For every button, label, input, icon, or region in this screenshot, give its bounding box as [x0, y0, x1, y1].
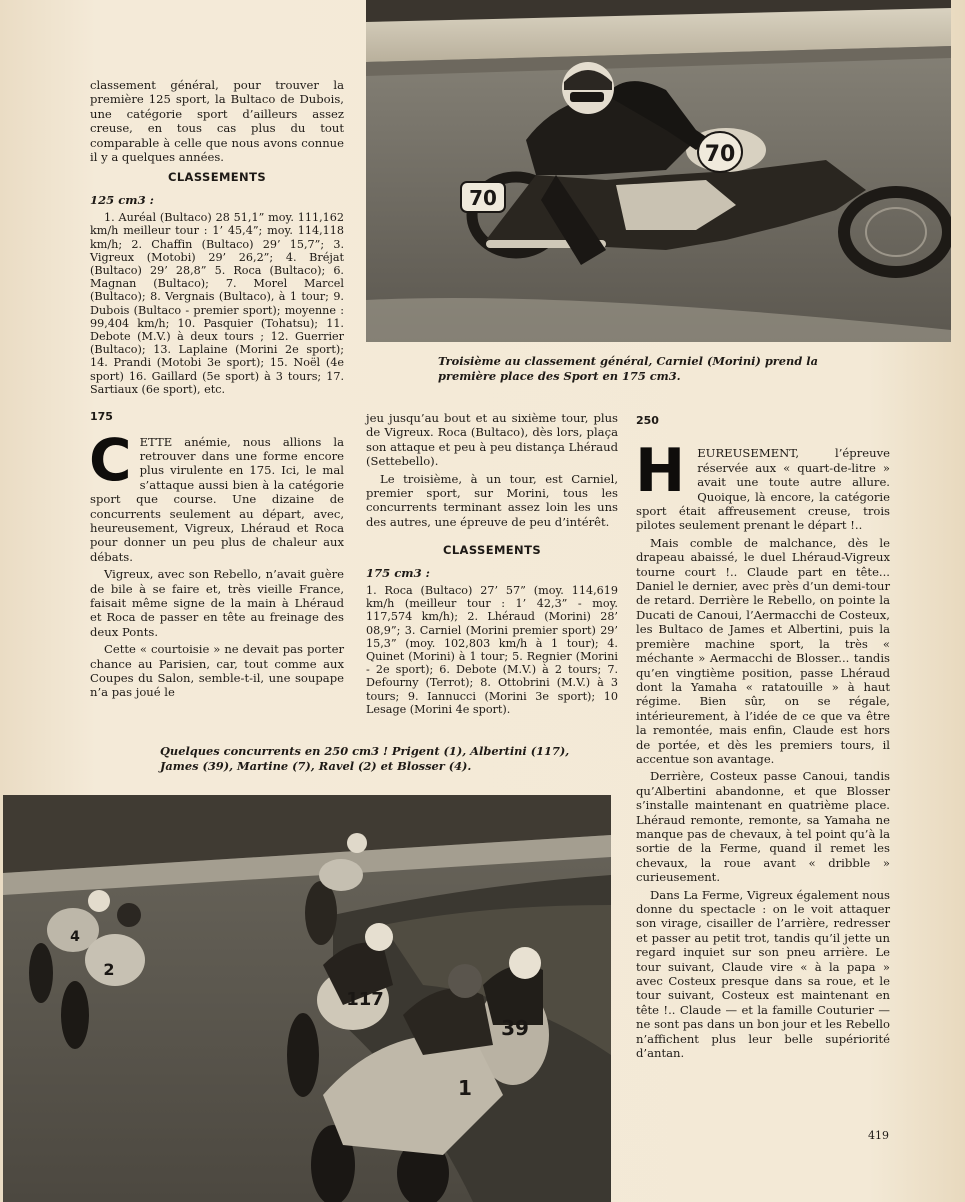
dropcap-c: C [89, 425, 132, 494]
para-continued: jeu jusqu’au bout et au sixième tour, plus de Vigreux. Roca (Bultaco), dès lors, plaça son attaque et peu à peu distança Lhéraud (Settebello). [366, 411, 618, 469]
para-175-third: Cette « courtoisie » ne devait pas porter chance au Parisien, car, tout comme aux Coupes du Salon, semble-t-il, une soupape n’a pas joué le [90, 642, 344, 700]
classements-heading-175: CLASSEMENTS [442, 543, 542, 558]
top-bike-number-front: 70 [704, 142, 736, 167]
page-number: 419 [868, 1129, 889, 1142]
right-column [636, 414, 890, 1063]
bike-number-117: 117 [346, 989, 384, 1010]
class-125-results: 1. Auréal (Bultaco) 28 51,1” moy. 111,162 km/h meilleur tour : 1’ 45,4”; moy. 114,118 km/h; 2. Chaffin (Bultaco) 29’ 15,7”; 3. Vigreux (Motobi) 29’ 26,2”; 4. Bréjat (Bultaco) 29’ 28,8” 5. Roca (Bultaco); 6. Magnan (Bultaco); 7. Morel Marcel (Bultaco); 8. Vergnais (Bultaco), à 1 tour; 9. Dubois (Bultaco - premier sport); moyenne : 99,404 km/h; 10. Pasquier (Tohatsu); 11. Debote (M.V.) à deux tours ; 12. Guerrier (Bultaco); 13. Laplaine (Morini 2e sport); 14. Prandi (Motobi 3e sport); 15. Noël (4e sport) 16. Gaillard (5e sport) à 3 tours; 17. Sartiaux (6e sport), etc. [90, 211, 344, 396]
top-bike-number-side: 70 [469, 186, 497, 210]
para-250-third: Derrière, Costeux passe Canoui, tandis qu’Albertini abandonne, et que Blosser s’installe maintenant en quatrième place. Lhéraud remonte, remonte, sa Yamaha ne manque pas de chevaux, à tel point qu’à la sortie de la Ferme, quand il remet les chevaux, la roue avant « dribble » curieusement. [636, 769, 890, 885]
top-photo-carniel-morini [366, 0, 951, 342]
dropcap-h: H [635, 436, 686, 507]
para-175-second: Vigreux, avec son Rebello, n’avait guère de bile à se faire et, très vieille France, faisait même signe de la main à Lhéraud et Roca de passer en tête au freinage des deux Ponts. [90, 567, 344, 639]
para-third-carniel: Le troisième, à un tour, est Carniel, premier sport, sur Morini, tous les concurrents terminant assez loin les uns des autres, une épreuve de peu d’intérêt. [366, 471, 618, 529]
motorcycle-photo-bottom [3, 795, 611, 1202]
left-column [90, 78, 344, 703]
para-250-first: EUREUSEMENT, l’épreuve réservée aux « quart-de-litre » avait une toute autre allure. Quoique, là encore, la catégorie sport était affreusement creuse, trois pilotes seulement prenant le départ !.. [636, 446, 890, 533]
class-125-label: 125 cm3 : [90, 192, 154, 207]
middle-column [366, 411, 618, 719]
motorcycle-photo-top [366, 0, 951, 342]
section-250-label: 250 [636, 414, 659, 427]
top-photo-caption: Troisième au classement général, Carniel (Morini) prend la première place des Sport en 175 cm3. [438, 354, 818, 383]
class-175-results: 1. Roca (Bultaco) 27’ 57” (moy. 114,619 km/h (meilleur tour : 1’ 42,3” - moy. 117,574 km/h); 2. Lhéraud (Morini) 28’ 08,9”; 3. Carniel (Morini premier sport) 29’ 15,3” (moy. 102,803 km/h à 1 tour); 4. Quinet (Morini) à 1 tour; 5. Regnier (Morini - 2e sport); 6. Debote (M.V.) à 2 tours; 7. Defourny (Terrot); 8. Ottobrini (M.V.) à 3 tours; 9. Iannucci (Morini 3e sport); 10 Lesage (Morini 4e sport). [366, 584, 618, 716]
bike-number-1: 1 [458, 1076, 472, 1100]
bike-number-39: 39 [501, 1016, 529, 1040]
para-250-fourth: Dans La Ferme, Vigreux également nous donne du spectacle : on le voit attaquer son virage, cisailler de l’arrière, redresser et passer au petit trot, tandis qu’il jette un regard inquiet sur son pneu arrière. Le tour suivant, Claude vire « à la papa » avec Costeux presque dans sa roue, et le tour suivant, Costeux est maintenant en tête !.. Claude — et la famille Couturier — ne sont pas dans un bon jour et les Rebello n’affichent plus leur belle supériorité d’antan. [636, 887, 890, 1061]
para-175-first: ETTE anémie, nous allions la retrouver dans une forme encore plus virulente en 175. Ici, le mal s’attaque aussi bien à la catégorie sport que course. Une dizaine de concurrents seulement au départ, avec, heureusement, Vigreux, Lhéraud et Roca pour donner un peu plus de chaleur aux débats. [90, 434, 344, 564]
intro-paragraph: classement général, pour trouver la première 125 sport, la Bultaco de Dubois, une catégorie sport d’ailleurs assez creuse, en tous cas plus du tout comparable à celle que nous avons connue il y a quelques années. [90, 78, 344, 165]
bike-number-2: 2 [103, 960, 115, 979]
para-250-second: Mais comble de malchance, dès le drapeau abaissé, le duel Lhéraud-Vigreux tourne court !.. Claude part en tête... Daniel le dernier, avec près d’un demi-tour de retard. Derrière le Rebello, on pointe la Ducati de Canoui, l’Aermacchi de Costeux, les Bultaco de James et Albertini, puis la première machine sport, la très « méchante » Aermacchi de Blosser... tandis qu’en vingtième position, passe Lhéraud dont la Yamaha « ratatouille » à haut régime. Bien sûr, on se régale, intérieurement, à l’idée de ce que va être la remontée, mais enfin, Claude est hors de portée, et dès les premiers tours, il accentue son avantage. [636, 535, 890, 766]
bottom-photo-caption: Quelques concurrents en 250 cm3 ! Prigent (1), Albertini (117), James (39), Martine (7), Ravel (2) et Blosser (4). [160, 744, 570, 773]
bottom-photo-250-riders [3, 795, 611, 1202]
section-175-label: 175 [90, 410, 113, 424]
bike-number-4: 4 [70, 929, 80, 945]
classements-heading-125: CLASSEMENTS [167, 170, 267, 185]
class-175-label: 175 cm3 : [366, 565, 430, 580]
